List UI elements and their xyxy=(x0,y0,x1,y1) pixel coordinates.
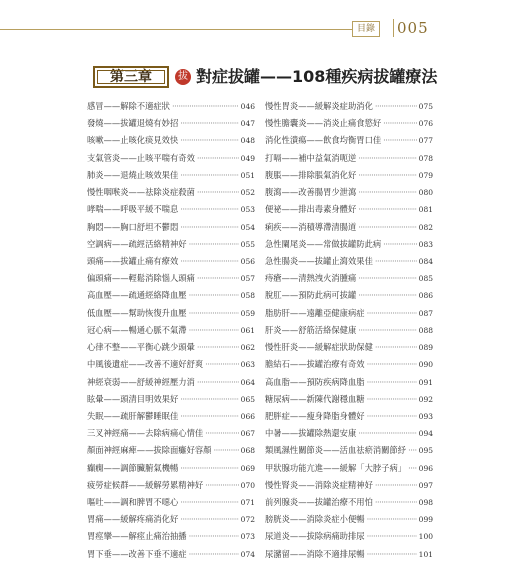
dot-leader xyxy=(180,408,238,425)
toc-entry[interactable] xyxy=(87,270,255,287)
dot-leader xyxy=(375,477,417,494)
dot-leader xyxy=(367,511,417,528)
dot-leader xyxy=(358,287,416,304)
dot-leader xyxy=(189,287,239,304)
dot-leader xyxy=(383,132,417,149)
toc-entry[interactable] xyxy=(265,477,433,494)
toc-entry[interactable] xyxy=(265,115,433,132)
toc-entry-page: 077 xyxy=(418,136,433,146)
toc-entry-title: 腹脹——排除脹氣消化好 xyxy=(265,169,357,180)
toc-entry[interactable] xyxy=(265,305,433,322)
toc-entry-title: 高血壓——疏通經絡降血壓 xyxy=(87,290,187,301)
toc-entry-page: 068 xyxy=(240,446,255,456)
toc-entry-title: 偏頭痛——輕鬆消除惱人頭痛 xyxy=(87,273,195,284)
toc-entry-title: 慢性肝炎——緩解症狀助保健 xyxy=(265,342,373,353)
toc-left-column xyxy=(87,98,255,563)
toc-entry-page: 097 xyxy=(418,480,433,490)
toc-entry-page: 067 xyxy=(240,429,255,439)
toc-entry-page: 051 xyxy=(240,170,255,180)
toc-entry-page: 055 xyxy=(240,239,255,249)
chapter-label: 第三章 xyxy=(93,66,169,88)
toc-entry[interactable] xyxy=(87,528,255,545)
dot-leader xyxy=(367,408,417,425)
dot-leader xyxy=(180,115,238,132)
toc-entry[interactable] xyxy=(87,150,255,167)
toc-entry-title: 糖尿病——新陳代謝穩血糖 xyxy=(265,393,365,404)
toc-entry-page: 073 xyxy=(240,532,255,542)
dot-leader xyxy=(375,253,417,270)
toc-entry[interactable] xyxy=(265,339,433,356)
toc-entry-title: 眩暈——頭清目明效果好 xyxy=(87,393,179,404)
toc-entry[interactable] xyxy=(87,115,255,132)
toc-right-column xyxy=(265,98,433,563)
dot-leader xyxy=(358,425,416,442)
dot-leader xyxy=(367,528,417,545)
dot-leader xyxy=(358,167,416,184)
toc-entry-page: 075 xyxy=(418,102,433,111)
toc-entry-title: 中暑——拔罐除熱還安康 xyxy=(265,428,357,439)
toc-entry-page: 100 xyxy=(418,532,433,542)
toc-entry[interactable] xyxy=(265,494,433,511)
toc-entry-title: 肺炎——退燒止咳效果佳 xyxy=(87,169,179,180)
dot-leader xyxy=(172,98,239,115)
toc-entry-page: 099 xyxy=(418,515,433,525)
toc-entry-title: 慢性咽喉炎——祛除炎症殺菌 xyxy=(87,187,195,198)
toc-entry-title: 高血脂——預防疾病降血脂 xyxy=(265,376,365,387)
toc-entry-title: 疲勞症候群——緩解勞累精神好 xyxy=(87,479,204,490)
toc-entry-title: 空調病——疏經活絡精神好 xyxy=(87,238,187,249)
toc-entry-page: 057 xyxy=(240,274,255,284)
toc-entry-page: 083 xyxy=(418,239,433,249)
dot-leader xyxy=(375,494,417,511)
dot-leader xyxy=(197,374,239,391)
dot-leader xyxy=(180,460,238,477)
toc-entry[interactable] xyxy=(265,374,433,391)
toc-entry-title: 神經衰弱——舒緩神經壓力消 xyxy=(87,376,195,387)
toc-entry-title: 打嗝——補中益氣消呃逆 xyxy=(265,152,357,163)
toc-entry[interactable] xyxy=(87,167,255,184)
toc-entry-page: 092 xyxy=(418,394,433,404)
dot-leader xyxy=(180,494,238,511)
dot-leader xyxy=(180,511,238,528)
toc-entry-title: 中風後遺症——改善不適好舒爽 xyxy=(87,359,204,370)
toc-entry[interactable] xyxy=(87,442,255,459)
dot-leader xyxy=(189,528,239,545)
toc-entry[interactable] xyxy=(265,150,433,167)
toc-entry-page: 088 xyxy=(418,325,433,335)
dot-leader xyxy=(408,442,417,459)
toc-entry[interactable] xyxy=(87,425,255,442)
toc-entry-title: 支氣管炎——止咳平喘有奇效 xyxy=(87,152,195,163)
toc-entry-page: 095 xyxy=(418,446,433,456)
dot-leader xyxy=(180,253,238,270)
toc-entry[interactable] xyxy=(265,236,433,253)
dot-leader xyxy=(358,184,416,201)
toc-entry-title: 急性闌尾炎——常做拔罐防此病 xyxy=(265,238,382,249)
toc-entry[interactable] xyxy=(265,132,433,149)
toc-entry-page: 101 xyxy=(418,549,433,559)
header-section-tag: 目錄 xyxy=(352,21,380,37)
toc-entry-title: 癲癇——調節臟腑氣機暢 xyxy=(87,462,179,473)
toc-entry[interactable] xyxy=(265,270,433,287)
toc-entry-title: 失眠——疏肝解鬱睡眠佳 xyxy=(87,410,179,421)
toc-entry-page: 065 xyxy=(240,394,255,404)
dot-leader xyxy=(367,356,417,373)
toc-entry-title: 哮喘——呼吸平緩不喘息 xyxy=(87,204,179,215)
toc-entry-title: 脂肪肝——遠離亞健康病症 xyxy=(265,307,365,318)
toc-entry-title: 慢性腎炎——消除炎症精神好 xyxy=(265,479,373,490)
dot-leader xyxy=(358,201,416,218)
dot-leader xyxy=(375,339,417,356)
toc-entry[interactable] xyxy=(265,460,433,477)
toc-entry[interactable] xyxy=(265,408,433,425)
dot-leader xyxy=(197,270,239,287)
toc-entry[interactable] xyxy=(87,287,255,304)
toc-entry-title: 顏面神經麻痺——拔除面癱好容顏 xyxy=(87,445,212,456)
toc-entry-title: 慢性胃炎——緩解炎症助消化 xyxy=(265,101,373,111)
dot-leader xyxy=(205,356,239,373)
toc-entry-page: 072 xyxy=(240,515,255,525)
toc-entry[interactable] xyxy=(265,528,433,545)
toc-entry[interactable] xyxy=(87,339,255,356)
toc-entry-page: 076 xyxy=(418,119,433,129)
dot-leader xyxy=(180,201,238,218)
toc-entry[interactable] xyxy=(265,356,433,373)
toc-entry-title: 膀胱炎——消除炎症小便暢 xyxy=(265,514,365,525)
toc-entry-title: 胸悶——胸口舒坦不鬱悶 xyxy=(87,221,179,232)
toc-entry-title: 低血壓——幫助恢復升血壓 xyxy=(87,307,187,318)
dot-leader xyxy=(375,98,417,115)
header-divider xyxy=(393,19,394,37)
toc-entry-title: 嘔吐——調和脾胃不噁心 xyxy=(87,497,179,508)
toc-entry-page: 081 xyxy=(418,205,433,215)
dot-leader xyxy=(180,167,238,184)
dot-leader xyxy=(189,546,239,563)
dot-leader xyxy=(189,322,239,339)
toc-entry-page: 058 xyxy=(240,291,255,301)
dot-leader xyxy=(205,425,239,442)
toc-entry-page: 093 xyxy=(418,411,433,421)
toc-entry-title: 類風濕性關節炎——活血祛瘀消關節紓 xyxy=(265,445,407,456)
toc-entry-page: 090 xyxy=(418,360,433,370)
toc-entry-page: 059 xyxy=(240,308,255,318)
toc-entry-page: 064 xyxy=(240,377,255,387)
toc-entry-title: 肝炎——舒筋活絡保健康 xyxy=(265,324,357,335)
dot-leader xyxy=(383,236,417,253)
toc-entry-page: 080 xyxy=(418,188,433,198)
dot-leader xyxy=(358,322,416,339)
toc-entry[interactable] xyxy=(265,201,433,218)
toc-entry[interactable] xyxy=(87,184,255,201)
toc-entry[interactable] xyxy=(87,511,255,528)
toc-entry[interactable] xyxy=(265,425,433,442)
dot-leader xyxy=(205,477,239,494)
toc-entry-title: 脫肛——預防此病可拔罐 xyxy=(265,290,357,301)
toc-entry-page: 046 xyxy=(240,102,255,111)
toc-entry-page: 087 xyxy=(418,308,433,318)
toc-entry-page: 054 xyxy=(240,222,255,232)
dot-leader xyxy=(367,391,417,408)
toc-entry[interactable] xyxy=(87,236,255,253)
toc-entry-page: 062 xyxy=(240,343,255,353)
toc-entry-title: 心律不整——平衡心跳少頭暈 xyxy=(87,342,195,353)
toc-entry[interactable] xyxy=(87,253,255,270)
toc-entry[interactable] xyxy=(87,305,255,322)
toc-entry-page: 096 xyxy=(418,463,433,473)
header-rule xyxy=(0,29,372,30)
toc-entry-page: 091 xyxy=(418,377,433,387)
toc-entry-title: 尿道炎——拔除病痛助排尿 xyxy=(265,531,365,542)
toc-entry[interactable] xyxy=(265,322,433,339)
toc-entry[interactable] xyxy=(87,201,255,218)
dot-leader xyxy=(189,305,239,322)
toc-entry-page: 094 xyxy=(418,429,433,439)
toc-entry-page: 078 xyxy=(418,153,433,163)
toc-entry-title: 急性腸炎——拔罐止瀉效果佳 xyxy=(265,255,373,266)
toc-entry[interactable] xyxy=(87,132,255,149)
toc-entry[interactable] xyxy=(87,408,255,425)
toc-entry-page: 049 xyxy=(240,153,255,163)
toc-entry[interactable] xyxy=(265,546,433,563)
toc-entry-page: 053 xyxy=(240,205,255,215)
toc-entry[interactable] xyxy=(265,219,433,236)
dot-leader xyxy=(197,150,239,167)
dot-leader xyxy=(358,219,416,236)
page-number: 005 xyxy=(397,19,429,37)
toc-entry[interactable] xyxy=(265,253,433,270)
toc-entry-page: 071 xyxy=(240,498,255,508)
toc-entry-title: 胃下垂——改善下垂不適症 xyxy=(87,548,187,559)
toc-entry-page: 085 xyxy=(418,274,433,284)
dot-leader xyxy=(367,305,417,322)
toc-entry-title: 頭痛——拔罐止痛有療效 xyxy=(87,255,179,266)
toc-entry-page: 084 xyxy=(418,256,433,266)
dot-leader xyxy=(180,219,238,236)
dot-leader xyxy=(358,150,416,167)
toc-entry-title: 慢性膽囊炎——消炎止痛食慾好 xyxy=(265,118,382,129)
dot-leader xyxy=(189,236,239,253)
dot-leader xyxy=(367,374,417,391)
toc-entry[interactable] xyxy=(87,374,255,391)
cupping-icon: 拔 xyxy=(175,69,191,85)
toc-entry[interactable] xyxy=(87,356,255,373)
toc-entry[interactable] xyxy=(265,98,433,115)
toc-entry-page: 063 xyxy=(240,360,255,370)
toc-entry-title: 肥胖症——瘦身降脂身體好 xyxy=(265,410,365,421)
dot-leader xyxy=(213,442,238,459)
toc-entry-title: 消化性潰瘍——飲食均衡胃口佳 xyxy=(265,135,382,146)
toc-entry-title: 便祕——排出毒素身體好 xyxy=(265,204,357,215)
toc-entry[interactable] xyxy=(265,442,433,459)
toc-entry-title: 甲狀腺功能亢進——緩解「大脖子病」 xyxy=(265,462,407,473)
toc-entry-title: 前列腺炎——拔罐治療不用怕 xyxy=(265,497,373,508)
toc-entry-title: 痢疾——消積導滯清腸道 xyxy=(265,221,357,232)
toc-entry-page: 098 xyxy=(418,498,433,508)
dot-leader xyxy=(408,460,417,477)
dot-leader xyxy=(358,270,416,287)
toc-entry-page: 047 xyxy=(240,119,255,129)
toc-entry-title: 痔瘡——清熱洩火消腫痛 xyxy=(265,273,357,284)
toc-entry[interactable] xyxy=(87,460,255,477)
dot-leader xyxy=(383,115,417,132)
dot-leader xyxy=(197,184,239,201)
dot-leader xyxy=(367,546,417,563)
toc-entry-page: 074 xyxy=(240,549,255,559)
toc-entry[interactable] xyxy=(87,546,255,563)
toc-entry[interactable] xyxy=(87,219,255,236)
toc-entry-title: 三叉神經痛——去除病痛心情佳 xyxy=(87,428,204,439)
toc-entry-page: 079 xyxy=(418,170,433,180)
dot-leader xyxy=(197,339,239,356)
toc-entry[interactable] xyxy=(265,184,433,201)
toc-entry-page: 066 xyxy=(240,411,255,421)
toc-entry-title: 發燒——拔罐退燒有妙招 xyxy=(87,118,179,129)
chapter-title: 對症拔罐——108種疾病拔罐療法 xyxy=(196,67,438,86)
toc-entry[interactable] xyxy=(87,98,255,115)
toc-entry[interactable] xyxy=(265,287,433,304)
toc-entry-page: 052 xyxy=(240,188,255,198)
dot-leader xyxy=(180,132,238,149)
toc-entry-page: 056 xyxy=(240,256,255,266)
toc-entry-page: 048 xyxy=(240,136,255,146)
toc-entry-title: 胃痙攣——解痙止痛治抽播 xyxy=(87,531,187,542)
toc-entry[interactable] xyxy=(265,167,433,184)
toc-entry[interactable] xyxy=(87,322,255,339)
toc-entry-title: 胃痛——緩解疼痛消化好 xyxy=(87,514,179,525)
toc-entry-page: 089 xyxy=(418,343,433,353)
dot-leader xyxy=(180,391,238,408)
toc-entry-page: 069 xyxy=(240,463,255,473)
toc-entry[interactable] xyxy=(87,494,255,511)
chapter-title-row xyxy=(93,66,438,90)
toc-entry[interactable] xyxy=(265,511,433,528)
toc-entry-title: 腹瀉——改善腸胃少泄瀉 xyxy=(265,187,357,198)
toc-entry-page: 086 xyxy=(418,291,433,301)
toc-entry-title: 膽結石——拔罐治療有奇效 xyxy=(265,359,365,370)
toc-entry-page: 061 xyxy=(240,325,255,335)
toc-entry-title: 感冒——解除不適症狀 xyxy=(87,101,170,111)
toc-entry-page: 082 xyxy=(418,222,433,232)
toc-entry-title: 尿瀦留——消除不適排尿暢 xyxy=(265,548,365,559)
toc-entry-title: 冠心病——暢通心脈不氣滯 xyxy=(87,324,187,335)
toc-entry[interactable] xyxy=(87,391,255,408)
toc-entry[interactable] xyxy=(87,477,255,494)
toc-entry-title: 咳嗽——止咳化痰見效快 xyxy=(87,135,179,146)
toc-entry[interactable] xyxy=(265,391,433,408)
toc-entry-page: 070 xyxy=(240,480,255,490)
